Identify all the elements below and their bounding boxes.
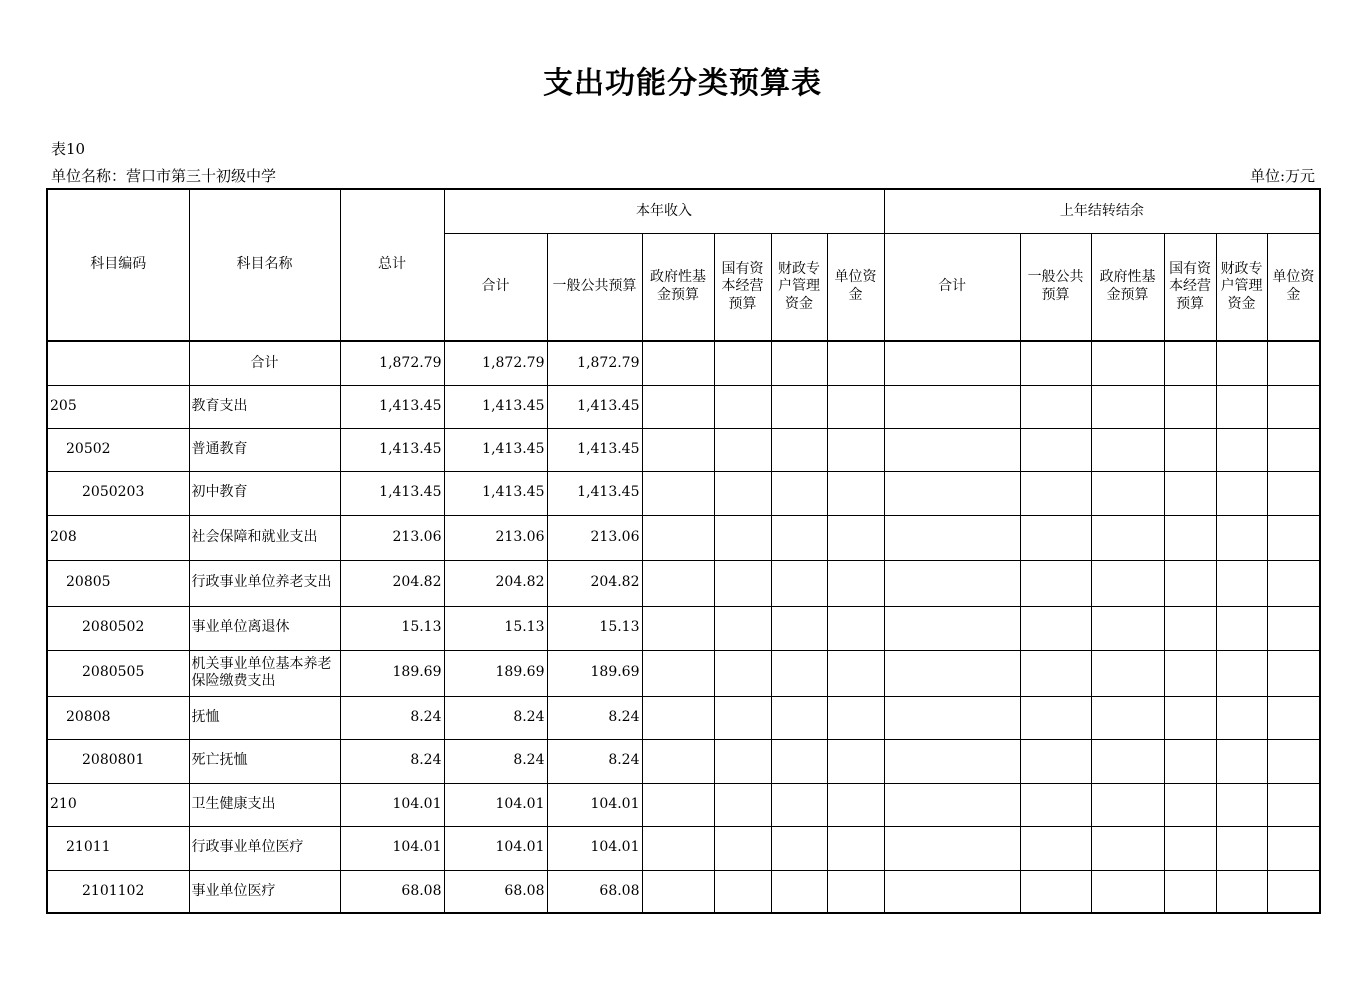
cell-general: 68.08	[547, 870, 642, 913]
cell-empty	[1091, 783, 1164, 826]
cell-sum: 8.24	[444, 696, 547, 739]
cell-empty	[884, 650, 1020, 696]
cell-name: 社会保障和就业支出	[189, 515, 340, 560]
cell-empty	[642, 606, 714, 650]
cell-name: 教育支出	[189, 385, 340, 428]
cell-empty	[1267, 428, 1320, 471]
page-title: 支出功能分类预算表	[543, 66, 822, 101]
cell-empty	[1020, 341, 1091, 385]
cell-empty	[1267, 471, 1320, 515]
cell-empty	[1164, 560, 1216, 606]
cell-total: 1,872.79	[340, 341, 444, 385]
table-number: 表10	[51, 140, 86, 158]
cell-empty	[1020, 385, 1091, 428]
cell-empty	[1164, 606, 1216, 650]
cell-empty	[1020, 650, 1091, 696]
cell-name: 事业单位离退休	[189, 606, 340, 650]
cell-empty	[1020, 606, 1091, 650]
cell-general: 204.82	[547, 560, 642, 606]
cell-empty	[1164, 471, 1216, 515]
cell-empty	[827, 650, 884, 696]
cell-empty	[642, 428, 714, 471]
cell-empty	[771, 560, 827, 606]
unit-name-label: 单位名称：营口市第三十初级中学	[51, 167, 277, 185]
cell-empty	[771, 650, 827, 696]
cell-general: 213.06	[547, 515, 642, 560]
cell-empty	[1267, 341, 1320, 385]
cell-code: 205	[47, 385, 189, 428]
cell-total: 104.01	[340, 783, 444, 826]
cell-empty	[771, 870, 827, 913]
cell-empty	[827, 560, 884, 606]
cell-empty	[1164, 650, 1216, 696]
cell-empty	[884, 428, 1020, 471]
cell-empty	[1216, 560, 1267, 606]
cell-total: 213.06	[340, 515, 444, 560]
cell-empty	[1267, 826, 1320, 870]
cell-empty	[714, 428, 771, 471]
cell-empty	[1216, 870, 1267, 913]
cell-empty	[827, 696, 884, 739]
cell-general: 1,872.79	[547, 341, 642, 385]
cell-empty	[1216, 428, 1267, 471]
header-current-income: 本年收入	[444, 189, 884, 233]
cell-empty	[1020, 428, 1091, 471]
cell-empty	[714, 826, 771, 870]
cell-empty	[884, 515, 1020, 560]
header-current-special-account-funds: 财政专户管理资金	[771, 233, 827, 341]
cell-empty	[1020, 870, 1091, 913]
cell-empty	[1267, 606, 1320, 650]
cell-sum: 8.24	[444, 739, 547, 783]
cell-empty	[1091, 341, 1164, 385]
cell-empty	[1091, 385, 1164, 428]
cell-empty	[827, 606, 884, 650]
cell-empty	[642, 560, 714, 606]
cell-sum: 1,872.79	[444, 341, 547, 385]
cell-sum: 15.13	[444, 606, 547, 650]
cell-empty	[884, 696, 1020, 739]
cell-name: 抚恤	[189, 696, 340, 739]
cell-code	[47, 341, 189, 385]
cell-empty	[1216, 696, 1267, 739]
cell-empty	[1020, 783, 1091, 826]
cell-empty	[884, 560, 1020, 606]
cell-empty	[884, 385, 1020, 428]
cell-sum: 104.01	[444, 826, 547, 870]
cell-empty	[827, 826, 884, 870]
cell-code: 2080502	[47, 606, 189, 650]
cell-empty	[771, 341, 827, 385]
cell-empty	[827, 385, 884, 428]
table-row	[47, 341, 1320, 385]
cell-empty	[1091, 428, 1164, 471]
cell-empty	[1216, 650, 1267, 696]
header-current-sum: 合计	[444, 233, 547, 341]
cell-total: 204.82	[340, 560, 444, 606]
cell-empty	[827, 428, 884, 471]
cell-empty	[1091, 560, 1164, 606]
cell-empty	[827, 471, 884, 515]
cell-general: 1,413.45	[547, 428, 642, 471]
cell-sum: 104.01	[444, 783, 547, 826]
cell-empty	[1020, 471, 1091, 515]
cell-total: 8.24	[340, 739, 444, 783]
header-carryover-state-capital-budget: 国有资本经营预算	[1164, 233, 1216, 341]
cell-empty	[1091, 606, 1164, 650]
cell-empty	[642, 385, 714, 428]
cell-total: 8.24	[340, 696, 444, 739]
cell-code: 210	[47, 783, 189, 826]
cell-empty	[771, 428, 827, 471]
header-carryover-fund-budget: 政府性基金预算	[1091, 233, 1164, 341]
cell-empty	[1091, 870, 1164, 913]
cell-sum: 204.82	[444, 560, 547, 606]
cell-total: 1,413.45	[340, 471, 444, 515]
cell-total: 68.08	[340, 870, 444, 913]
header-carryover-sum: 合计	[884, 233, 1020, 341]
cell-empty	[1216, 471, 1267, 515]
cell-code: 208	[47, 515, 189, 560]
cell-empty	[1020, 826, 1091, 870]
cell-empty	[1267, 870, 1320, 913]
table-row	[47, 428, 1320, 471]
cell-code: 20502	[47, 428, 189, 471]
cell-code: 20808	[47, 696, 189, 739]
cell-empty	[1091, 650, 1164, 696]
cell-empty	[714, 696, 771, 739]
cell-empty	[771, 826, 827, 870]
cell-empty	[1164, 515, 1216, 560]
cell-general: 15.13	[547, 606, 642, 650]
cell-total: 189.69	[340, 650, 444, 696]
header-current-fund-budget: 政府性基金预算	[642, 233, 714, 341]
cell-empty	[1164, 341, 1216, 385]
cell-empty	[1091, 515, 1164, 560]
cell-empty	[1164, 739, 1216, 783]
cell-empty	[1164, 783, 1216, 826]
cell-empty	[1020, 739, 1091, 783]
cell-empty	[1020, 515, 1091, 560]
table-row	[47, 870, 1320, 913]
cell-total: 1,413.45	[340, 428, 444, 471]
budget-table	[46, 188, 1321, 914]
cell-empty	[714, 515, 771, 560]
table-row	[47, 696, 1320, 739]
cell-general: 189.69	[547, 650, 642, 696]
cell-empty	[827, 515, 884, 560]
cell-empty	[642, 826, 714, 870]
cell-empty	[714, 870, 771, 913]
table-row	[47, 826, 1320, 870]
cell-empty	[1267, 783, 1320, 826]
header-current-state-capital-budget: 国有资本经营预算	[714, 233, 771, 341]
header-carryover-general-budget: 一般公共预算	[1020, 233, 1091, 341]
cell-empty	[827, 783, 884, 826]
cell-empty	[771, 385, 827, 428]
cell-code: 2080505	[47, 650, 189, 696]
header-total: 总计	[340, 189, 444, 341]
cell-empty	[642, 870, 714, 913]
cell-name: 事业单位医疗	[189, 870, 340, 913]
cell-empty	[1020, 696, 1091, 739]
cell-empty	[714, 739, 771, 783]
cell-empty	[1164, 826, 1216, 870]
cell-code: 2080801	[47, 739, 189, 783]
cell-empty	[1091, 739, 1164, 783]
cell-empty	[1216, 826, 1267, 870]
header-current-general-budget: 一般公共预算	[547, 233, 642, 341]
cell-name: 初中教育	[189, 471, 340, 515]
cell-empty	[714, 385, 771, 428]
header-carryover: 上年结转结余	[884, 189, 1320, 233]
cell-empty	[1091, 696, 1164, 739]
cell-empty	[771, 515, 827, 560]
cell-empty	[884, 341, 1020, 385]
cell-empty	[642, 783, 714, 826]
cell-sum: 68.08	[444, 870, 547, 913]
cell-general: 8.24	[547, 696, 642, 739]
header-carryover-unit-funds: 单位资金	[1267, 233, 1320, 341]
cell-empty	[1091, 826, 1164, 870]
cell-empty	[771, 783, 827, 826]
cell-empty	[1216, 385, 1267, 428]
cell-empty	[1091, 471, 1164, 515]
cell-empty	[1164, 870, 1216, 913]
cell-empty	[827, 739, 884, 783]
cell-empty	[714, 560, 771, 606]
cell-empty	[642, 650, 714, 696]
table-row	[47, 606, 1320, 650]
header-carryover-special-account-funds: 财政专户管理资金	[1216, 233, 1267, 341]
cell-code: 20805	[47, 560, 189, 606]
cell-total: 104.01	[340, 826, 444, 870]
cell-sum: 189.69	[444, 650, 547, 696]
table-row	[47, 515, 1320, 560]
cell-empty	[884, 739, 1020, 783]
table-row	[47, 471, 1320, 515]
cell-empty	[1267, 515, 1320, 560]
cell-empty	[1267, 696, 1320, 739]
cell-empty	[884, 870, 1020, 913]
cell-empty	[714, 783, 771, 826]
cell-name: 卫生健康支出	[189, 783, 340, 826]
header-code: 科目编码	[47, 189, 189, 341]
cell-empty	[1020, 560, 1091, 606]
cell-empty	[771, 471, 827, 515]
cell-general: 8.24	[547, 739, 642, 783]
cell-empty	[1216, 515, 1267, 560]
cell-empty	[771, 696, 827, 739]
cell-name: 合计	[189, 341, 340, 385]
cell-empty	[1216, 783, 1267, 826]
cell-total: 15.13	[340, 606, 444, 650]
cell-empty	[714, 650, 771, 696]
cell-total: 1,413.45	[340, 385, 444, 428]
cell-sum: 1,413.45	[444, 385, 547, 428]
header-name: 科目名称	[189, 189, 340, 341]
cell-code: 2101102	[47, 870, 189, 913]
cell-empty	[714, 606, 771, 650]
cell-empty	[1267, 385, 1320, 428]
cell-name: 行政事业单位养老支出	[189, 560, 340, 606]
currency-unit-label: 单位:万元	[1249, 167, 1315, 185]
table-row	[47, 560, 1320, 606]
cell-empty	[1216, 341, 1267, 385]
cell-code: 21011	[47, 826, 189, 870]
cell-general: 104.01	[547, 826, 642, 870]
cell-empty	[827, 341, 884, 385]
cell-empty	[1216, 739, 1267, 783]
cell-empty	[771, 739, 827, 783]
cell-general: 1,413.45	[547, 471, 642, 515]
cell-sum: 1,413.45	[444, 428, 547, 471]
cell-empty	[714, 471, 771, 515]
cell-name: 机关事业单位基本养老保险缴费支出	[189, 650, 340, 696]
cell-empty	[884, 606, 1020, 650]
cell-empty	[1164, 428, 1216, 471]
cell-empty	[642, 739, 714, 783]
cell-empty	[1164, 696, 1216, 739]
cell-empty	[884, 471, 1020, 515]
cell-empty	[827, 870, 884, 913]
cell-empty	[1216, 606, 1267, 650]
cell-code: 2050203	[47, 471, 189, 515]
table-row	[47, 783, 1320, 826]
cell-general: 1,413.45	[547, 385, 642, 428]
cell-sum: 213.06	[444, 515, 547, 560]
cell-empty	[1267, 739, 1320, 783]
cell-name: 死亡抚恤	[189, 739, 340, 783]
cell-empty	[884, 826, 1020, 870]
cell-empty	[1267, 560, 1320, 606]
cell-empty	[714, 341, 771, 385]
cell-sum: 1,413.45	[444, 471, 547, 515]
table-row	[47, 739, 1320, 783]
cell-general: 104.01	[547, 783, 642, 826]
header-current-unit-funds: 单位资金	[827, 233, 884, 341]
cell-name: 行政事业单位医疗	[189, 826, 340, 870]
cell-empty	[884, 783, 1020, 826]
table-row	[47, 385, 1320, 428]
cell-empty	[642, 471, 714, 515]
cell-empty	[1267, 650, 1320, 696]
cell-name: 普通教育	[189, 428, 340, 471]
cell-empty	[1164, 385, 1216, 428]
cell-empty	[642, 696, 714, 739]
cell-empty	[642, 515, 714, 560]
cell-empty	[771, 606, 827, 650]
table-row	[47, 650, 1320, 696]
cell-empty	[642, 341, 714, 385]
